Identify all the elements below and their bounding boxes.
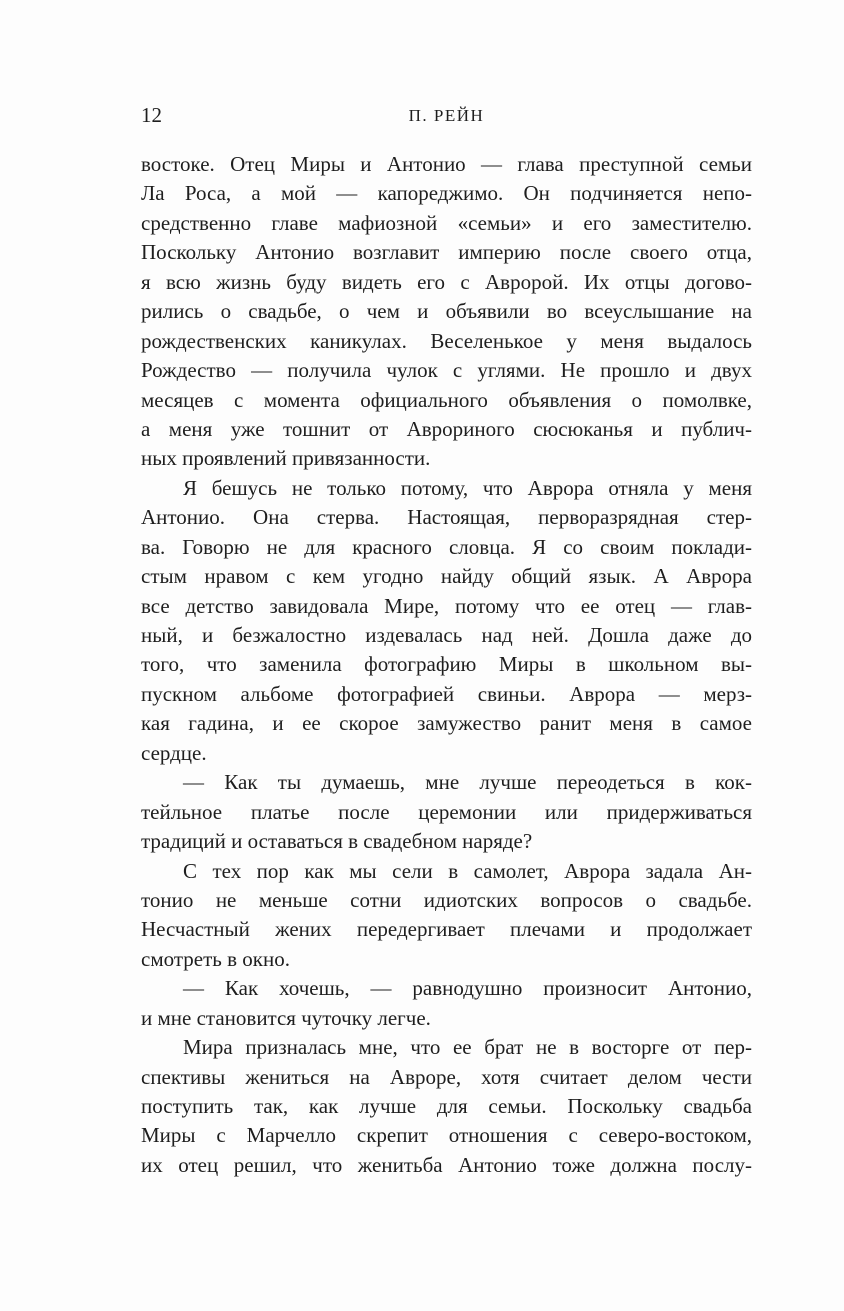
- paragraph: [141, 857, 752, 975]
- text-line: рождественских каникулах. Веселенькое у меня выдалось: [141, 328, 752, 353]
- body-text: [141, 150, 752, 1180]
- text-line: сердце.: [141, 740, 207, 765]
- text-line: ва. Говорю не для красного словца. Я со своим поклади-: [141, 534, 752, 559]
- text-line: кая гадина, и ее скорое замужество ранит меня в самое: [141, 711, 752, 736]
- text-line: смотреть в окно.: [141, 946, 290, 971]
- text-line: ный, и безжалостно издевалась над ней. Дошла даже до: [141, 623, 752, 647]
- text-line: Рождество — получила чулок с углями. Не прошло и двух: [141, 358, 752, 383]
- text-line: тейльное платье после церемонии или придерживаться: [141, 799, 752, 824]
- paragraph: [141, 768, 752, 856]
- text-line: востоке. Отец Миры и Антонио — глава преступной семьи: [141, 152, 752, 176]
- text-line: средственно главе мафиозной «семьи» и его заместителю.: [141, 210, 752, 235]
- text-line: я всю жизнь буду видеть его с Авророй. Их отцы догово-: [141, 269, 752, 294]
- text-line: С тех пор как мы сели в самолет, Аврора задала Ан-: [183, 858, 752, 883]
- page-header: [141, 101, 752, 131]
- text-line: а меня уже тошнит от Аврориного сюсюканья и публич-: [141, 416, 752, 441]
- text-line: — Как хочешь, — равнодушно произносит Антонио,: [183, 976, 752, 1001]
- paragraph: [141, 474, 752, 768]
- text-line: и мне становится чуточку легче.: [141, 1005, 431, 1030]
- paragraph: [141, 974, 752, 1033]
- text-line: Несчастный жених передергивает плечами и продолжает: [141, 917, 752, 942]
- text-line: — Как ты думаешь, мне лучше переодеться в кок-: [183, 770, 752, 795]
- text-line: спективы жениться на Авроре, хотя считает делом чести: [141, 1064, 752, 1089]
- text-line: стым нравом с кем угодно найду общий язык. А Аврора: [141, 564, 752, 589]
- text-line: Мира призналась мне, что ее брат не в восторге от пер-: [183, 1035, 752, 1060]
- text-line: Я бешусь не только потому, что Аврора отняла у меня: [183, 475, 752, 500]
- text-line: Ла Роса, а мой — капореджимо. Он подчиняется непо-: [141, 181, 752, 206]
- page-number: 12: [141, 103, 162, 127]
- paragraph: [141, 1033, 752, 1180]
- text-line: Миры с Марчелло скрепит отношения с северо-востоком,: [141, 1123, 752, 1148]
- text-line: тонио не меньше сотни идиотских вопросов о свадьбе.: [141, 887, 752, 912]
- text-line: поступить так, как лучше для семьи. Поскольку свадьба: [141, 1094, 752, 1118]
- paragraph: [141, 150, 752, 474]
- text-line: пускном альбоме фотографией свиньи. Аврора — мерз-: [141, 681, 752, 706]
- text-line: их отец решил, что женитьба Антонио тоже должна послу-: [141, 1152, 752, 1177]
- text-line: рились о свадьбе, о чем и объявили во всеуслышание на: [141, 299, 752, 324]
- text-line: того, что заменила фотографию Миры в школьном вы-: [141, 652, 752, 677]
- text-line: Антонио. Она стерва. Настоящая, перворазрядная стер-: [141, 505, 752, 530]
- text-line: ных проявлений привязанности.: [141, 446, 431, 471]
- text-line: традиций и оставаться в свадебном наряде?: [141, 829, 533, 854]
- text-line: все детство завидовала Мире, потому что ее отец — глав-: [141, 593, 752, 618]
- text-line: месяцев с момента официального объявления о помолвке,: [141, 387, 752, 412]
- text-line: Поскольку Антонио возглавит империю после своего отца,: [141, 240, 752, 265]
- running-header-author: П. РЕЙН: [408, 106, 485, 125]
